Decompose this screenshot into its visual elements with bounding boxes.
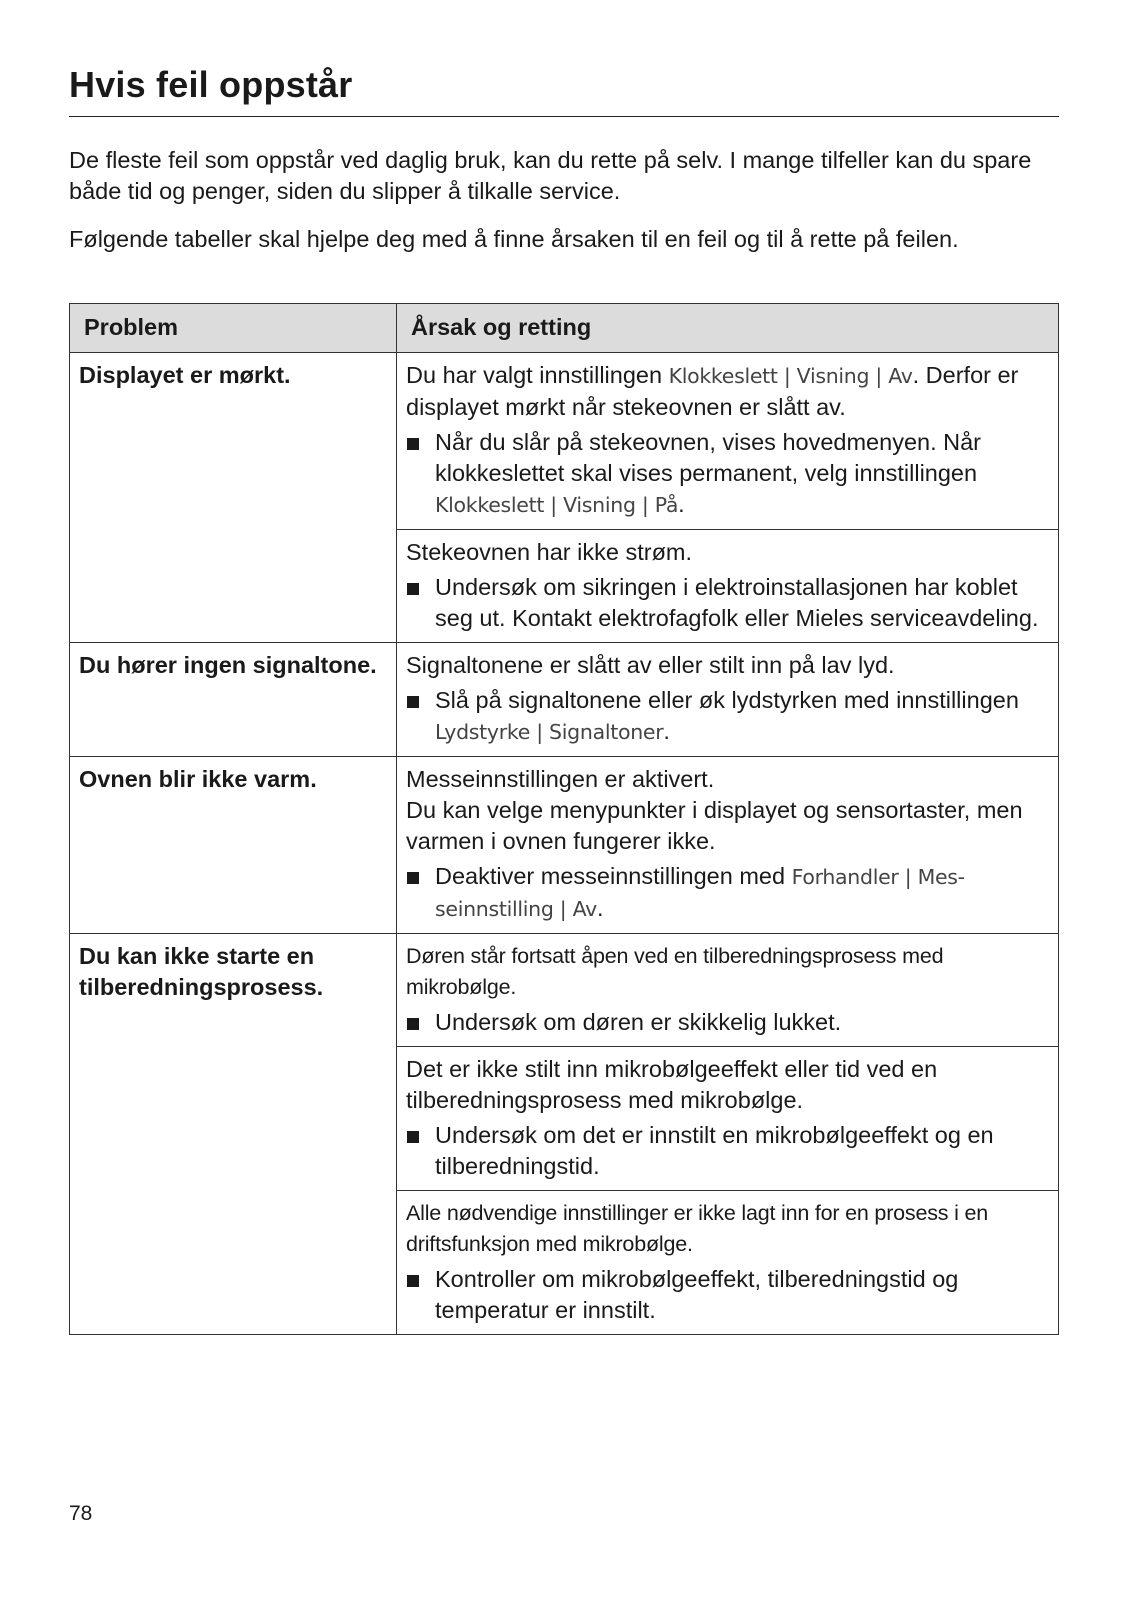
action-text-part: Når du slår på stekeovnen, vises hovedmenyen. Når klokkeslettet skal vises permanent, velg innstillingen <box>435 429 982 486</box>
cause-text-part: Du har valgt innstillingen <box>406 362 669 388</box>
action-item <box>406 1007 1048 1038</box>
bullet-square-icon <box>407 872 419 884</box>
problem-cell: Ovnen blir ikke varm. <box>70 757 397 934</box>
action-text-part: Slå på signaltonene eller øk lydstyrken med innstillingen <box>435 687 1019 713</box>
troubleshooting-table <box>69 303 1059 1335</box>
answer-cell <box>397 643 1059 757</box>
action-text-part: . <box>596 895 604 921</box>
bullet-square-icon <box>407 438 419 450</box>
menu-path: Klokkeslett | Visning | Av <box>668 364 913 388</box>
answer-cell <box>397 353 1059 530</box>
action-item <box>406 1264 1048 1326</box>
title-rule <box>69 116 1059 117</box>
action-text-part: Undersøk om døren er skikkelig lukket. <box>435 1009 842 1035</box>
action-text-part: Kontroller om mikrobølgeeffekt, tilberedningstid og temperatur er innstilt. <box>435 1266 959 1323</box>
answer-cell <box>397 1047 1059 1191</box>
action-item <box>406 572 1048 634</box>
problem-cell: Du hører ingen signaltone. <box>70 643 397 757</box>
bullet-square-icon <box>407 1131 419 1143</box>
action-item <box>406 685 1048 748</box>
action-item <box>406 1120 1048 1182</box>
cause-text: Stekeovnen har ikke strøm. <box>406 539 693 565</box>
action-text-part: . <box>663 718 670 744</box>
problem-cell: Displayet er mørkt. <box>70 353 397 643</box>
cause-text <box>406 360 1048 423</box>
answer-cell <box>397 530 1059 643</box>
header-problem: Problem <box>70 304 397 353</box>
answer-cell <box>397 934 1059 1047</box>
answer-cell <box>397 1191 1059 1335</box>
bullet-square-icon <box>407 1018 419 1030</box>
table-row <box>70 934 1059 1047</box>
header-cause: Årsak og retting <box>397 304 1059 353</box>
table-row <box>70 643 1059 757</box>
answer-cell <box>397 757 1059 934</box>
bullet-square-icon <box>407 583 419 595</box>
cause-text-part: . Derfor er displayet mørkt når stekeovnen er slått av. <box>406 362 1019 420</box>
bullet-square-icon <box>407 696 419 708</box>
menu-path: Forhandler | Messeinnstilling | Av <box>435 865 966 921</box>
table-header-row <box>70 304 1059 353</box>
menu-path: Klokkeslett | Visning | På <box>435 493 679 517</box>
table-row <box>70 757 1059 934</box>
action-text-part: . <box>678 491 685 517</box>
action-text-part: Undersøk om det er innstilt en mikrobølgeeffekt og en tilberedningstid. <box>435 1122 994 1179</box>
intro-paragraph-1: De fleste feil som oppstår ved daglig bruk, kan du rette på selv. I mange tilfeller kan du spare både tid og penger, siden du slipper å tilkalle service. <box>69 147 1032 204</box>
cause-text: Messeinnstillingen er aktivert. <box>406 766 715 792</box>
menu-path: Lydstyrke | Signaltoner <box>435 720 664 744</box>
table-row <box>70 353 1059 530</box>
page-number: 78 <box>69 1502 93 1525</box>
cause-text: Du kan velge menypunkter i displayet og sensortaster, men varmen i ovnen fungerer ikke. <box>406 797 1023 854</box>
bullet-square-icon <box>407 1275 419 1287</box>
page-title: Hvis feil oppstår <box>69 64 353 105</box>
action-item <box>406 427 1048 521</box>
cause-text: Det er ikke stilt inn mikrobølgeeffekt eller tid ved en tilberedningsprosess med mikrobølge. <box>406 1056 938 1113</box>
problem-cell: Du kan ikke starte en tilberedningsprosess. <box>70 934 397 1335</box>
action-text-part: Undersøk om sikringen i elektroinstallasjonen har koblet seg ut. Kontakt elektrofagfolk eller Mieles serviceavdeling. <box>435 574 1039 631</box>
action-text-part: Deaktiver messeinnstillingen med <box>435 863 792 889</box>
action-item <box>406 861 1048 925</box>
intro-paragraph-2: Følgende tabeller skal hjelpe deg med å finne årsaken til en feil og til å rette på feilen. <box>69 226 959 252</box>
cause-text: Alle nødvendige innstillinger er ikke lagt inn for en prosess i en driftsfunksjon med mikrobølge. <box>406 1201 988 1256</box>
cause-text: Døren står fortsatt åpen ved en tilberedningsprosess med mikrobølge. <box>406 944 944 999</box>
cause-text: Signaltonene er slått av eller stilt inn på lav lyd. <box>406 652 895 678</box>
